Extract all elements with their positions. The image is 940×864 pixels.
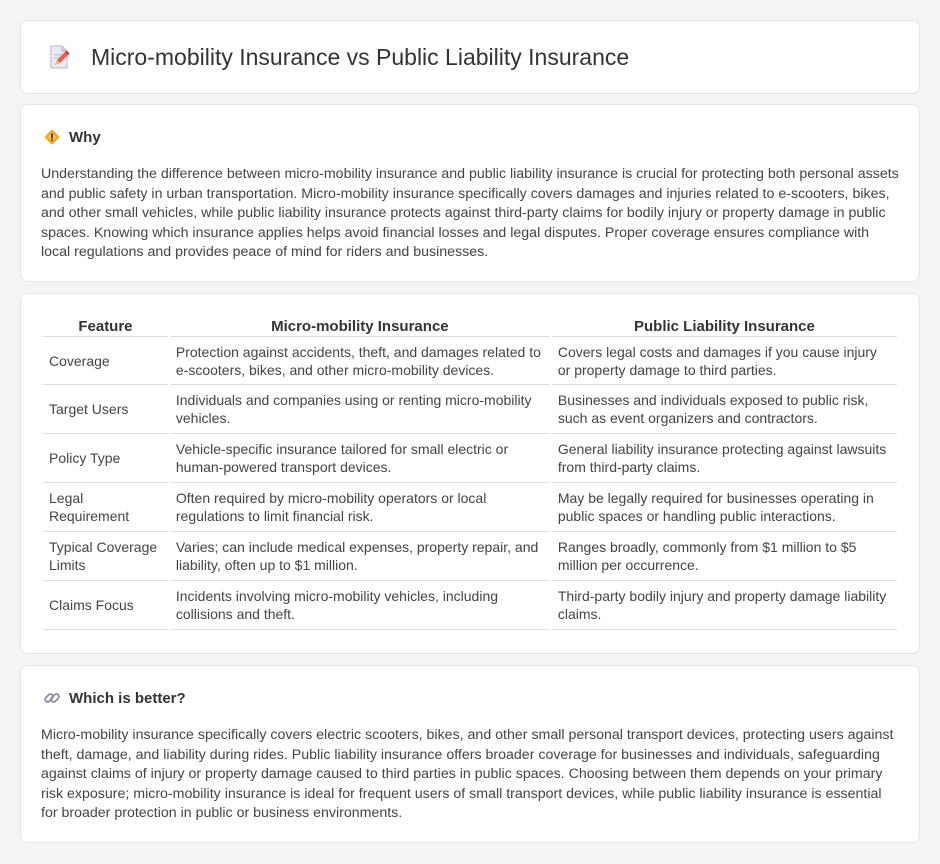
row-micro-mobility: Varies; can include medical expenses, property repair, and liability, often up to $1 million. xyxy=(170,532,550,581)
document-pen-icon xyxy=(45,43,73,71)
page-title: Micro-mobility Insurance vs Public Liability Insurance xyxy=(91,43,630,70)
row-public-liability: Third-party bodily injury and property damage liability claims. xyxy=(552,581,897,630)
why-heading: Why xyxy=(69,128,101,146)
row-feature: Claims Focus xyxy=(43,581,168,630)
table-row xyxy=(43,581,897,630)
table-row xyxy=(43,337,897,385)
why-body: Understanding the difference between micro-mobility insurance and public liability insurance is crucial for protecting both personal assets and public safety in urban transportation. Micro-mobility insurance specifically covers damages and injuries related to e-scooters, bikes, and other small vehicles, while public liability insurance protects against third-party claims for bodily injury or property damage in public spaces. Knowing which insurance applies helps avoid financial losses and legal disputes. Proper coverage ensures compliance with local regulations and provides peace of mind for riders and businesses. xyxy=(41,166,899,261)
better-body: Micro-mobility insurance specifically covers electric scooters, bikes, and other small personal transport devices, protecting users against theft, damage, and liability during rides. Public liability insurance offers broader coverage for businesses and individuals, safeguarding against claims of injury or property damage caused to third parties in public spaces. Choosing between them depends on your primary risk exposure; micro-mobility insurance is ideal for frequent users of small transport devices, while public liability insurance is essential for broader protection in public or business environments. xyxy=(41,727,894,822)
row-micro-mobility: Often required by micro-mobility operators or local regulations to limit financial risk. xyxy=(170,483,550,532)
title-row xyxy=(45,43,629,71)
comparison-section xyxy=(20,293,920,654)
row-micro-mobility: Vehicle-specific insurance tailored for small electric or human-powered transport devices. xyxy=(170,434,550,483)
row-feature: Target Users xyxy=(43,385,168,434)
table-row xyxy=(43,483,897,532)
row-public-liability: May be legally required for businesses operating in public spaces or handling public interactions. xyxy=(552,483,897,532)
warning-diamond-icon xyxy=(43,128,61,146)
row-feature: Legal Requirement xyxy=(43,483,168,532)
table-row xyxy=(43,532,897,581)
row-micro-mobility: Individuals and companies using or renting micro-mobility vehicles. xyxy=(170,385,550,434)
better-section xyxy=(20,665,920,843)
row-public-liability: Covers legal costs and damages if you cause injury or property damage to third parties. xyxy=(552,337,897,385)
row-feature: Typical Coverage Limits xyxy=(43,532,168,581)
row-public-liability: Ranges broadly, commonly from $1 million to $5 million per occurrence. xyxy=(552,532,897,581)
comparison-table xyxy=(41,315,899,630)
row-public-liability: General liability insurance protecting against lawsuits from third-party claims. xyxy=(552,434,897,483)
header-feature: Feature xyxy=(43,315,168,337)
row-public-liability: Businesses and individuals exposed to public risk, such as event organizers and contractors. xyxy=(552,385,897,434)
header-public-liability: Public Liability Insurance xyxy=(552,315,897,337)
row-feature: Coverage xyxy=(43,337,168,385)
row-micro-mobility: Incidents involving micro-mobility vehicles, including collisions and theft. xyxy=(170,581,550,630)
better-heading: Which is better? xyxy=(69,689,186,707)
link-icon xyxy=(43,689,61,707)
table-row xyxy=(43,385,897,434)
why-section xyxy=(20,104,920,282)
header-micro-mobility: Micro-mobility Insurance xyxy=(170,315,550,337)
title-card xyxy=(20,20,920,94)
row-micro-mobility: Protection against accidents, theft, and damages related to e-scooters, bikes, and other micro-mobility devices. xyxy=(170,337,550,385)
why-heading-row xyxy=(43,128,101,146)
table-row xyxy=(43,434,897,483)
table-header-row xyxy=(43,315,897,337)
row-feature: Policy Type xyxy=(43,434,168,483)
better-heading-row xyxy=(43,689,186,707)
